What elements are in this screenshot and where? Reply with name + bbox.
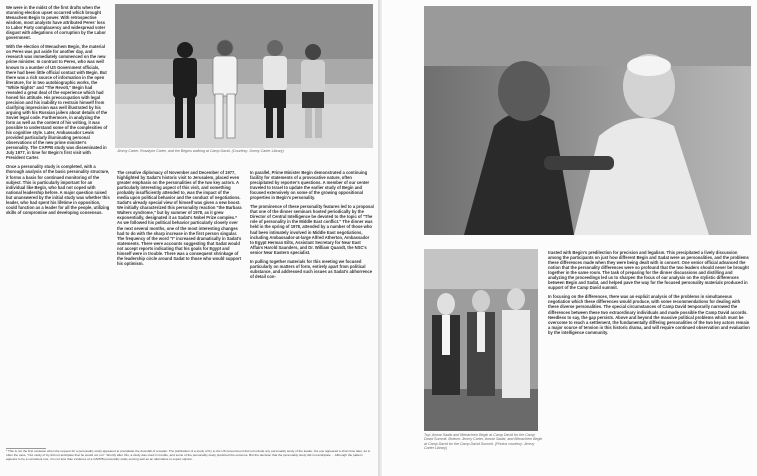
carters-begins-walking-photo xyxy=(115,4,373,148)
carter-sadat-begin-photo xyxy=(424,249,538,431)
left-page xyxy=(0,0,378,476)
photo-caption: Jimmy Carter, Rosalynn Carter, and the Begins walking at Camp David. (Courtesy: Jimmy Carter Library) xyxy=(117,149,284,153)
paragraph: We were in the midst of the first drafts when the stunning election upset occurred which brought Menachem Begin to power. With retrospective wisdom, most analysts have attributed Peres' loss to Labor Party complacency and widespread voter disgust with allegations of corruption by the Labor government. xyxy=(6,5,106,41)
paragraph: trasted with Begin's predilection for precision and legalism. This precipitated a lively discussion among the participants on just how different Begin and Sadat were as personalities, and the problems these differences made when they were being dealt with in concert. One senior official advanced the notion that the personality differences were so profound that the two leaders should never be brought together in the same room. The task of preparing for the dinner discussions and distilling and analyzing the proceedings led us to sharpen the focus of our analysis on the stylistic differences between Begin and Sadat, and helped pave the way for the focused personality materials produced in support of the Camp David summit. xyxy=(548,250,749,291)
paragraph: In pulling together materials for this meeting we focused particularly on matters of form, entirely apart from political substance, and addressed such issues as Sadat's abhorrence of detail con- xyxy=(250,258,373,279)
paragraph: In parallel, Prime Minister Begin demonstrated a continuing facility for statements of a provocative nature, often precipitated by reporter's questions. A member of our center traveled to Israel to update the earlier study of Begin and focused extensively on some of the growing oppositional properties in Begin's personality. xyxy=(250,170,370,201)
text-column-right xyxy=(548,250,750,339)
right-page xyxy=(382,0,757,476)
text-column-3 xyxy=(250,170,374,283)
footnote: * This is not the first occasion when the request for a personality study appeared to precipitate the downfall of a leader. The publication of a study of Ky to the US Government did not include any personality study of the leader, but one appeared a short time later, as is often the case. "Our study of Ky did not anticipate that he would not run". Shortly after this, a study was used in trouble, and some of the personality study predicted the outcome. But the decision that the personality study did not anticipate ... Although the pattern appears to be a consistent one, it is not less than evidence of a CAPPB personality study serving well as an alternative to expert opinion. xyxy=(6,449,370,461)
paragraph: In focusing on the differences, there was an explicit analysis of the problems in simultaneous negotiation which these differences would produce, with some recommendations for dealing with these diverse personalities. The special circumstances of Camp David temporarily narrowed the differences between these two extraordinary individuals and made possible the Camp David accords. Needless to say, the gap persists. Above and beyond the massive political problems which must be overcome to reach a settlement, the fundamentally differing personalities of the two key actors remain a major source of tension in this historic drama, and will require continued observation and evaluation by the intelligence community. xyxy=(548,294,750,335)
paragraph: The creative diplomacy of November and December of 1977, highlighted by Sadat's historic visit to Jerusalem, placed even greater emphasis on the personalities of the two key actors. A particularly interesting aspect of this visit, and something probably insufficiently attended to, was the impact of the media upon political behavior and the conduct of negotiations. Sadat's already special view of himself was given a new boost. We initially characterized this personality reaction "the Barbara Walters syndrome," but by summer of 1978, as it grew exponentially, designated it as Sadat's Nobel Prize complex.* As we followed his political behavior particularly closely over the next several months, one of the most interesting changes had to do with the sharp increase in the first person singular. The frequency of the word "I" increased dramatically in Sadat's statements. There were accounts suggesting that Sadat would not accept reports indicating that his goals for Egypt and himself were in trouble. There was a consequent shrinkage of the leadership circle around Sadat to those who would support his optimism. xyxy=(117,170,242,266)
paragraph: With the election of Menachem Begin, the material on Peres was put aside for another day, and research was immediately commenced on the new prime minister. In contrast to Peres, who was well known to a number of US Government officials, there had been little official contact with Begin. But there was a rich source of information in the open literature, for in two autobiographic works, the "White Nights" and "The Revolt," Begin had revealed a great deal of the experience which had honed his attitude. His preoccupation with legal precision and his inability to restrain himself from clarifying imprecision was well illustrated by his arguing with his Russian jailers about details of the Soviet legal code. Furthermore, in analyzing the form as well as the content of his writing, it was possible to understand some of the complexities of his cognitive style. Later, Ambassador Lewis provided particularly illuminating personal observations of the new prime minister's personality. The CAPPB study was disseminated in July 1977, in time for Begin's first visit with President Carter. xyxy=(6,44,108,161)
paragraph: The prominence of these personality features led to a proposal that one of the dinner seminars hosted periodically by the Director of Central Intelligence be devoted to the topic of "The role of personality in the Middle East conflict." The dinner was held in the spring of 1978, attended by a number of those who had been intimately involved in Middle East negotiations, including Ambassador-at-large Alfred Atherton, Ambassador to Egypt Herman Eilts, Assistant Secretary for Near East Affairs Harold Saunders, and Dr. William Quandt, the NSC's senior Near Eastern specialist. xyxy=(250,204,374,255)
sadat-begin-photo xyxy=(424,6,751,235)
paragraph: Once a personality study is completed, with a thorough analysis of the basic personality structure, it forms a basis for continued monitoring of the subject. This is particularly important for an individual like Begin, who had not coped with national leadership before. A major question raised but unanswered by the initial study was whether this leader, who had spent his lifetime in opposition, could function as a leader for all the people, utilizing skills of compromise and developing consensus. xyxy=(6,164,110,215)
text-column-2 xyxy=(117,170,242,270)
photo-caption: Top: Anwar Sadat and Menachem Begin at Camp David for the Camp David Summit. Bottom: Jimmy Carter, Anwar Sadat, and Menachem Begin at Camp David for the Camp David Summit. (Photos courtesy: Jimmy Carter Library) xyxy=(424,433,543,451)
text-column-1 xyxy=(6,5,110,219)
